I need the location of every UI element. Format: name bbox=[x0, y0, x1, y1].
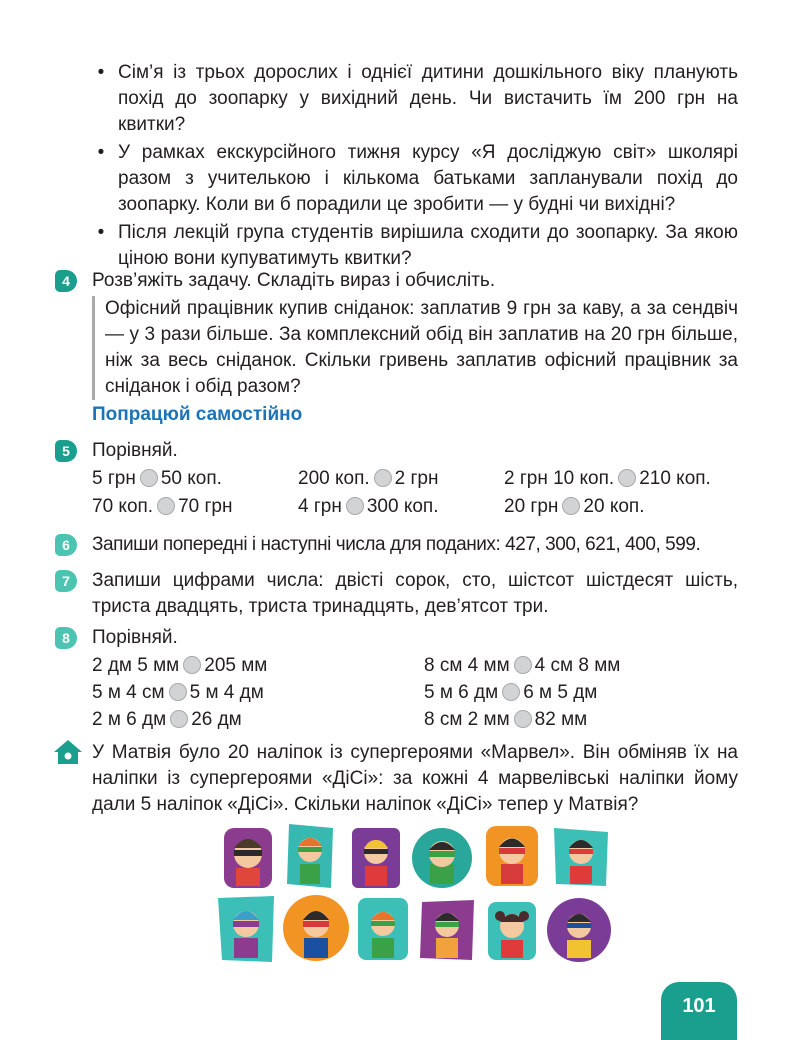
comparison-item: 2 грн 10 коп. 210 коп. bbox=[504, 468, 711, 489]
compare-circle[interactable] bbox=[514, 656, 532, 674]
bullet-text: У рамках екскурсійного тижня курсу «Я досліджую світ» школярі разом з учителькою і кількома батьками запланували похід до зоопарку. Коли ви б порадили це зробити — у будні чи вихідні? bbox=[118, 142, 738, 215]
comparison-item: 20 грн 20 коп. bbox=[504, 496, 645, 517]
compare-circle[interactable] bbox=[514, 710, 532, 728]
superhero-sticker bbox=[546, 896, 612, 964]
comparison-item: 5 м 4 см 5 м 4 дм bbox=[92, 682, 264, 703]
superhero-sticker bbox=[410, 826, 474, 890]
comparison-item: 200 коп. 2 грн bbox=[298, 468, 439, 489]
task-6-text: Запиши попередні і наступні числа для поданих: 427, 300, 621, 400, 599. bbox=[92, 534, 701, 555]
bullet-item bbox=[92, 140, 738, 218]
compare-circle[interactable] bbox=[157, 497, 175, 515]
compare-circle[interactable] bbox=[170, 710, 188, 728]
superhero-sticker bbox=[552, 826, 610, 888]
comparison-item: 4 грн 300 коп. bbox=[298, 496, 439, 517]
bullet-mark: • bbox=[97, 142, 105, 163]
bullet-item bbox=[92, 60, 738, 138]
comparison-item: 8 см 2 мм 82 мм bbox=[424, 709, 588, 730]
superhero-sticker bbox=[216, 894, 276, 964]
comparison-item: 70 коп. 70 грн bbox=[92, 496, 233, 517]
page-number: 101 bbox=[661, 982, 737, 1040]
task-number-5: 5 bbox=[55, 440, 77, 462]
bullet-list bbox=[92, 60, 738, 274]
task-4-instruction: Розв’яжіть задачу. Складіть вираз і обчисліть. bbox=[92, 270, 496, 291]
section-title: Попрацюй самостійно bbox=[92, 404, 303, 425]
compare-circle[interactable] bbox=[183, 656, 201, 674]
home-icon bbox=[53, 739, 83, 770]
superhero-sticker bbox=[350, 826, 402, 890]
compare-circle[interactable] bbox=[140, 469, 158, 487]
task-8-instruction: Порівняй. bbox=[92, 627, 178, 648]
task-5-instruction: Порівняй. bbox=[92, 440, 178, 461]
superhero-sticker bbox=[484, 824, 540, 888]
compare-circle[interactable] bbox=[346, 497, 364, 515]
task-number-7: 7 bbox=[55, 570, 77, 592]
comparison-item: 8 см 4 мм 4 см 8 мм bbox=[424, 655, 621, 676]
bullet-item bbox=[92, 220, 738, 272]
superhero-sticker bbox=[282, 892, 350, 964]
compare-circle[interactable] bbox=[618, 469, 636, 487]
homework-text: У Матвія було 20 наліпок із супергероями «Марвел». Він обміняв їх на наліпки із супергероями «ДіСі»: за кожні 4 марвелівські наліпки йому дали 5 наліпок «ДіСі». Скільки наліпок «ДіСі» тепер у Матвія? bbox=[92, 742, 738, 815]
compare-circle[interactable] bbox=[502, 683, 520, 701]
compare-circle[interactable] bbox=[374, 469, 392, 487]
task-4-problem: Офісний працівник купив сніданок: заплатив 9 грн за каву, а за сендвіч — у 3 рази більше. За комплексний обід він заплатив на 20 грн більше, ніж за весь сніданок. Скільки гривень заплатив офісний працівник за сніданок і обід разом? bbox=[92, 296, 738, 400]
task-number-6: 6 bbox=[55, 534, 77, 556]
bullet-text: Сім’я із трьох дорослих і однієї дитини дошкільного віку планують похід до зоопарку у вихідний день. Чи вистачить їм 200 грн на квитки? bbox=[118, 62, 738, 135]
task-number-4: 4 bbox=[55, 270, 77, 292]
comparison-item: 2 дм 5 мм 205 мм bbox=[92, 655, 268, 676]
superhero-sticker bbox=[418, 898, 476, 962]
superhero-stickers bbox=[212, 822, 612, 972]
task-number-8: 8 bbox=[55, 627, 77, 649]
task-7-text: Запиши цифрами числа: двісті сорок, сто, шістсот шістдесят шість, триста двадцять, триста тринадцять, дев’ятсот три. bbox=[92, 570, 738, 617]
compare-circle[interactable] bbox=[562, 497, 580, 515]
comparison-item: 5 м 6 дм 6 м 5 дм bbox=[424, 682, 598, 703]
comparison-item: 5 грн 50 коп. bbox=[92, 468, 222, 489]
superhero-sticker bbox=[285, 822, 335, 890]
bullet-mark: • bbox=[97, 222, 105, 243]
bullet-text: Після лекцій група студентів вирішила сходити до зоопарку. За якою ціною вони купуватимуть квитки? bbox=[118, 222, 738, 269]
superhero-sticker bbox=[356, 896, 410, 962]
superhero-sticker bbox=[222, 826, 274, 890]
superhero-sticker bbox=[486, 900, 538, 962]
comparison-item: 2 м 6 дм 26 дм bbox=[92, 709, 242, 730]
compare-circle[interactable] bbox=[169, 683, 187, 701]
bullet-mark: • bbox=[97, 62, 105, 83]
